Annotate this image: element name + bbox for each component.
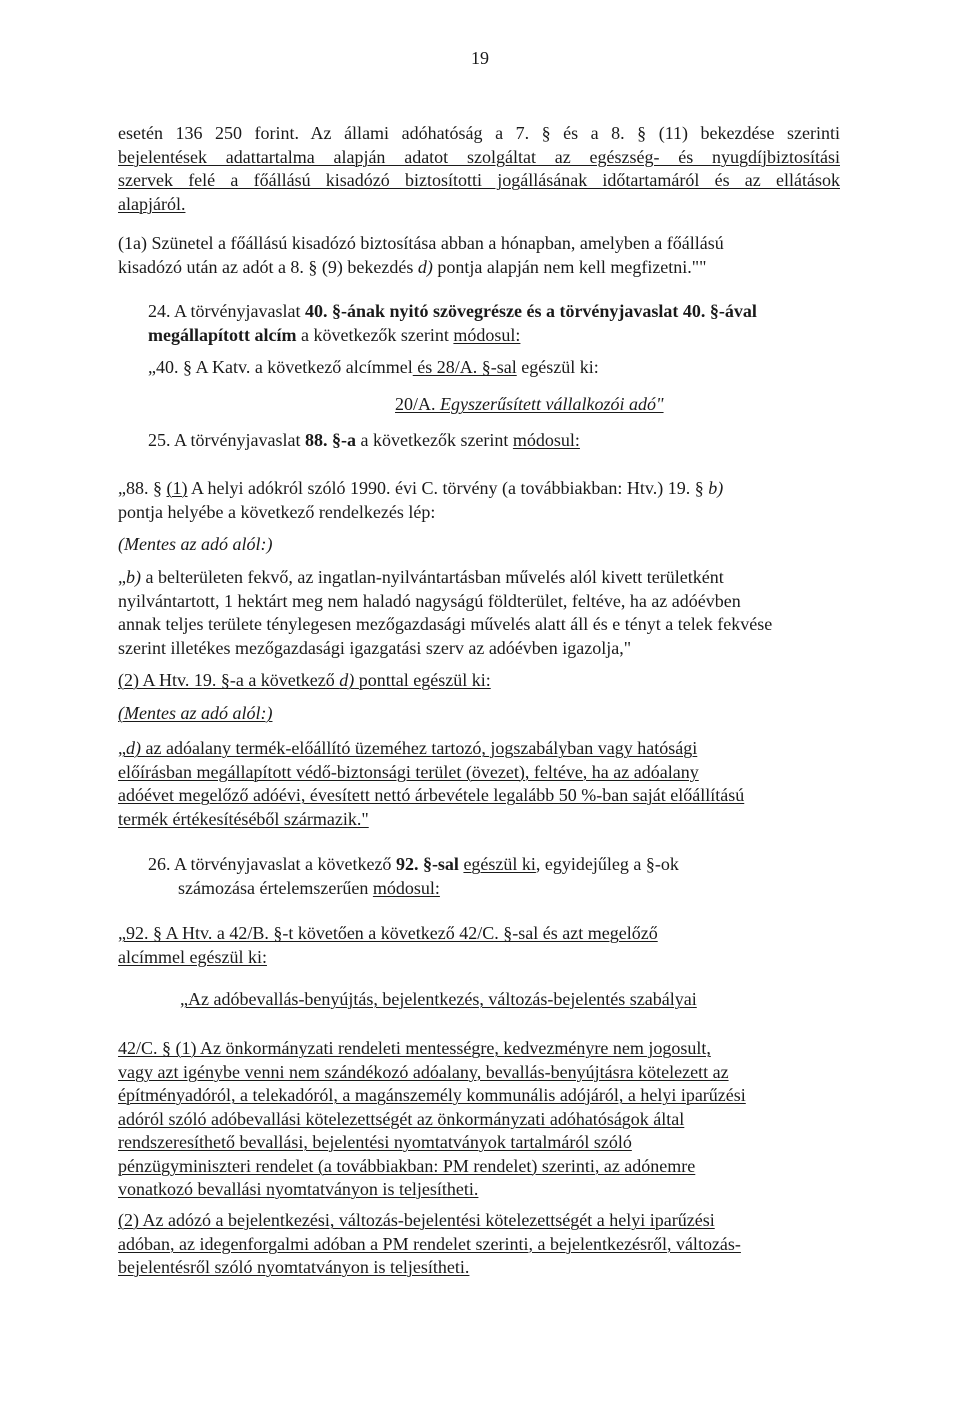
text-run: 24. A törvényjavaslat (148, 301, 305, 321)
text-run: 26. A törvényjavaslat a következő (148, 854, 396, 874)
text-line: alapjáról. (118, 193, 186, 214)
text-line (118, 256, 840, 280)
text-line: vagy azt igénybe venni nem szándékozó adóalany, bevallás-benyújtásra kötelezett az (118, 1061, 729, 1082)
text-run: pontja alapján nem kell megfizetni."" (432, 256, 707, 277)
subtitle-rules (180, 988, 840, 1012)
text-run: 20/A. (395, 394, 440, 414)
text-run: számozása értelemszerűen (178, 877, 373, 898)
text-line: „Az adóbevallás-benyújtás, bejelentkezés, változás-bejelentés szabályai (180, 989, 697, 1009)
text-line (148, 324, 840, 348)
text-line: (1a) Szünetel a főállású kisadózó biztosítása abban a hónapban, amelyben a főállású (118, 233, 724, 253)
text-line: (Mentes az adó alól:) (118, 703, 273, 723)
text-run: a következők szerint (296, 324, 454, 345)
text-run: „ (118, 738, 126, 758)
text-run: „88. § (118, 478, 167, 498)
text-run: az adóalany termék-előállító üzeméhez tartozó, jogszabályban vagy hatósági (141, 738, 698, 758)
section-42c-2 (118, 1209, 840, 1280)
text-run: d) (417, 256, 433, 277)
text-line: szervek felé a főállású kisadózó biztosítotti jogállásának időtartamáról és az ellátások (118, 170, 840, 190)
text-run: d) (339, 670, 355, 690)
text-run: „40. § A Katv. a következő alcímmel (148, 357, 413, 377)
text-run: 92. §-sal (395, 854, 459, 874)
text-line: bejelentések adattartalma alapján adatot szolgáltat az egészség- és nyugdíjbiztosítási (118, 146, 840, 167)
text-run: d) (126, 738, 141, 758)
text-run: 40. §-ának nyitó szövegrésze és a törvényjavaslat 40. §-ával (304, 301, 757, 321)
page-number: 19 (471, 48, 489, 68)
amendment-25 (148, 429, 870, 453)
text-line: szerint illetékes mezőgazdasági igazgatási szerv az adóévben igazolja," (118, 637, 632, 658)
amendment-26 (148, 853, 840, 900)
text-line (118, 477, 840, 501)
text-line (148, 853, 840, 877)
text-run: Egyszerűsített vállalkozói adó" (440, 394, 664, 414)
text-run: 25. A törvényjavaslat (148, 430, 305, 450)
text-run: ponttal egészül ki: (354, 670, 491, 690)
text-run: kisadózó után az adót a 8. § (9) bekezdés (118, 256, 418, 277)
text-line: nyilvántartott, 1 hektárt meg nem haladó nagyságú földterület, feltéve, ha az adóévben (118, 590, 741, 611)
amendment-40-text (148, 356, 870, 380)
text-run: , egyidejűleg a §-ok (535, 854, 679, 874)
text-line: pontja helyébe a következő rendelkezés lép: (118, 501, 436, 522)
text-line: vonatkozó bevallási nyomtatványon is teljesítheti. (118, 1179, 479, 1199)
point-d-text (118, 737, 840, 831)
point-b-text (118, 566, 840, 660)
text-line: 42/C. § (1) Az önkormányzati rendeleti mentességre, kedvezményre nem jogosult, (118, 1038, 711, 1058)
text-run: egészül ki: (516, 357, 599, 377)
text-run: 88. §-a (304, 430, 356, 450)
text-run: és 28/A. §-sal (412, 357, 517, 377)
text-line (118, 566, 840, 590)
text-line: adóról szóló adóbevallási kötelezettségét az önkormányzati adóhatóságok által (118, 1108, 685, 1129)
text-run: egészül ki (463, 854, 536, 874)
text-run: (1) (166, 478, 188, 498)
text-line: annak teljes területe ténylegesen mezőgazdasági művelés alatt áll és e tényt a telek fekvése (118, 614, 773, 634)
text-line: termék értékesítéséből származik." (118, 808, 369, 829)
text-line (118, 669, 840, 693)
text-run: módosul: (372, 877, 440, 898)
section-42c-1 (118, 1037, 840, 1202)
text-line: rendszeresíthető bevallási, bejelentési nyomtatványok tartalmáról szóló (118, 1132, 632, 1152)
text-line: alcímmel egészül ki: (118, 946, 267, 967)
subtitle-20a (395, 393, 840, 417)
paragraph-2-htv (118, 669, 840, 693)
text-run: (2) A Htv. 19. §-a a következő (118, 670, 340, 690)
amendment-88-text (118, 477, 840, 524)
context-note (118, 702, 840, 726)
text-run: megállapított alcím (148, 324, 297, 345)
text-line: pénzügyminiszteri rendelet (a továbbiakban: PM rendelet) szerinti, az adónemre (118, 1155, 696, 1176)
text-line: adóban, az idegenforgalmi adóban a PM rendelet szerinti, a bejelentkezésről, változás- (118, 1233, 741, 1254)
paragraph-1a (118, 232, 840, 279)
text-run: a belterületen fekvő, az ingatlan-nyilvántartásban művelés alól kivett területként (141, 567, 724, 587)
text-line: esetén 136 250 forint. Az állami adóhatóság a 7. § és a 8. § (11) bekezdése szerinti (118, 123, 840, 143)
text-line: bejelentésről szóló nyomtatványon is teljesítheti. (118, 1257, 470, 1277)
text-line: építményadóról, a telekadóról, a magánszemély kommunális adójáról, a helyi iparűzési (118, 1085, 746, 1105)
text-line (148, 877, 840, 901)
text-line (118, 737, 840, 761)
text-run: módosul: (453, 324, 521, 345)
text-run: a következők szerint (355, 430, 513, 450)
text-run: „ (118, 567, 126, 587)
text-line: (2) Az adózó a bejelentkezési, változás-bejelentési kötelezettségét a helyi iparűzési (118, 1210, 715, 1230)
text-line (395, 393, 840, 417)
text-line: előírásban megállapított védő-biztonsági terület (övezet), feltéve, ha az adóalany (118, 761, 699, 782)
context-note (118, 533, 840, 557)
text-run: A helyi adókról szóló 1990. évi C. törvény (a továbbiakban: Htv.) 19. § (187, 478, 709, 498)
text-line: adóévet megelőző adóévi, évesített nettó árbevétele legalább 50 %-ban saját előállítású (118, 785, 745, 805)
text-run: b) (126, 567, 141, 587)
text-line: (Mentes az adó alól:) (118, 534, 273, 554)
paragraph-intro (118, 122, 840, 216)
text-line (148, 429, 870, 453)
text-run: b) (708, 478, 724, 498)
text-line (148, 300, 840, 324)
amendment-24 (148, 300, 840, 347)
text-line (148, 356, 870, 380)
text-run: módosul: (512, 430, 580, 450)
amendment-92-text (118, 922, 840, 969)
text-line: „92. § A Htv. a 42/B. §-t követően a következő 42/C. §-sal és azt megelőző (118, 923, 658, 943)
